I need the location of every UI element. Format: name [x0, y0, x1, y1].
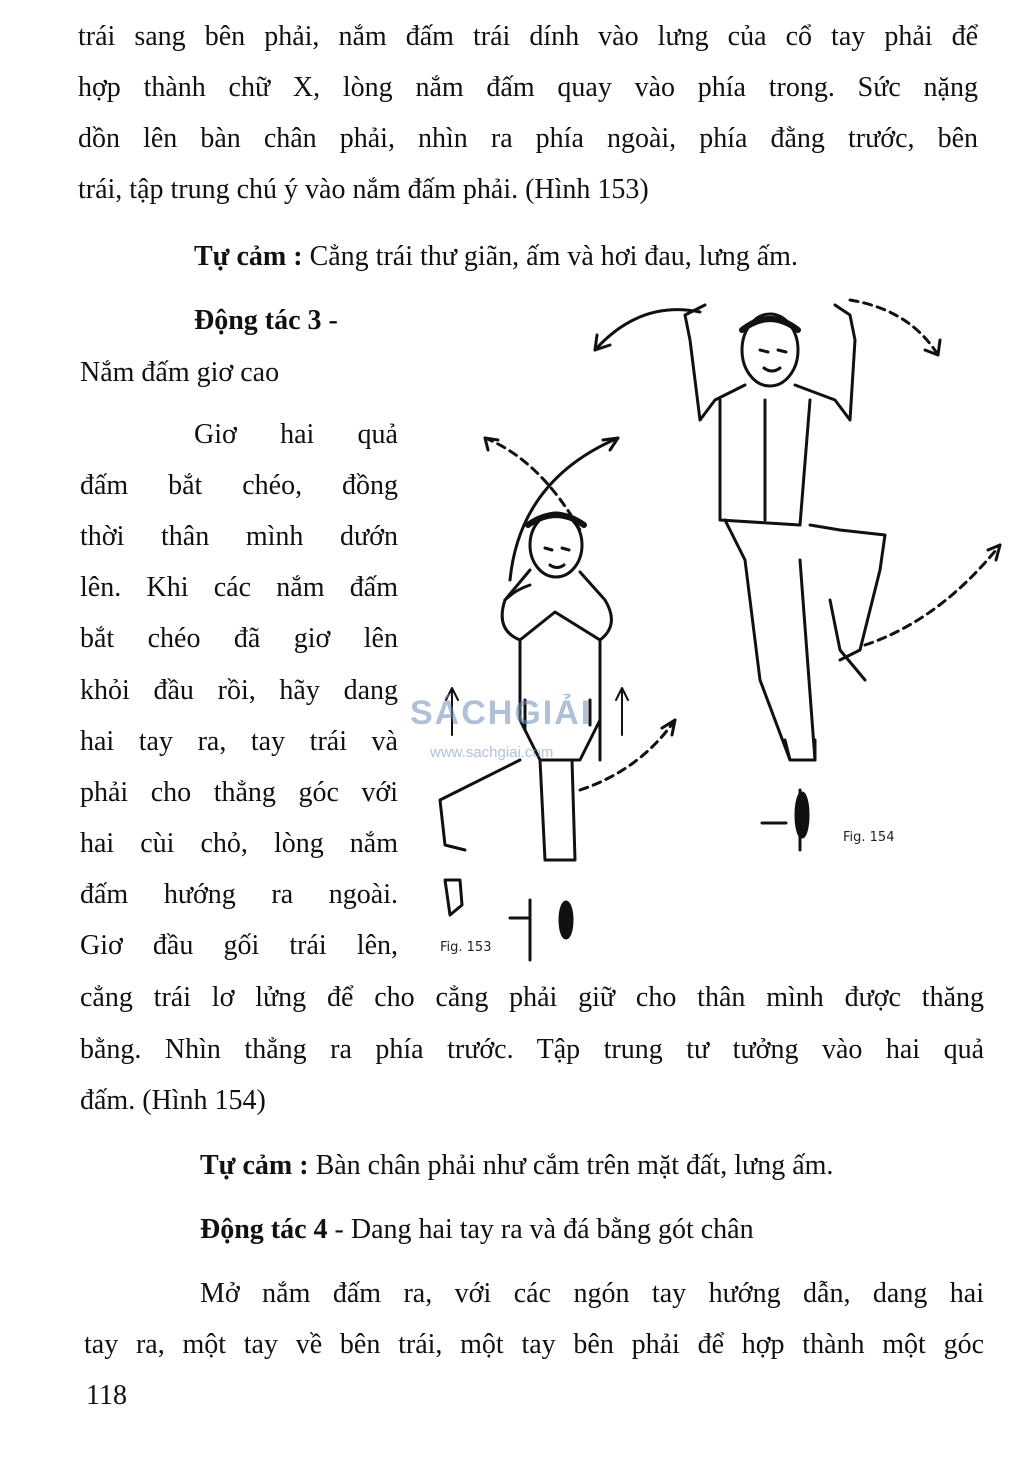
- column-line: hai tay ra, tay trái và: [80, 726, 398, 757]
- column-line: hai cùi chỏ, lòng nắm: [80, 828, 398, 859]
- paragraph-line: bằng. Nhìn thẳng ra phía trước. Tập trung tư tưởng vào hai quả: [80, 1034, 984, 1065]
- figure-154: [685, 305, 885, 760]
- column-line: bắt chéo đã giơ lên: [80, 623, 398, 654]
- section-heading-line: [200, 1213, 754, 1247]
- tu-cam-text: Cẳng trái thư giãn, ấm và hơi đau, lưng ấm.: [309, 241, 798, 272]
- paragraph-line: tay ra, một tay về bên trái, một tay bên phải để hợp thành một góc: [84, 1329, 984, 1360]
- column-line: Giơ đầu gối trái lên,: [80, 930, 398, 961]
- tu-cam-line: [200, 1149, 833, 1183]
- paragraph-line: Mở nắm đấm ra, với các ngón tay hướng dẫn, dang hai: [200, 1278, 984, 1309]
- tu-cam-label: Tự cảm :: [200, 1150, 309, 1181]
- tu-cam-text: Bàn chân phải như cắm trên mặt đất, lưng ấm.: [315, 1150, 834, 1181]
- watermark-brand: SÁCHGIẢI: [410, 694, 593, 732]
- paragraph-line: hợp thành chữ X, lòng nắm đấm quay vào phía trong. Sức nặng: [78, 72, 978, 103]
- section-subtitle: Nắm đấm giơ cao: [80, 357, 280, 388]
- column-line: đấm bắt chéo, đồng: [80, 470, 398, 501]
- page-number: 118: [86, 1380, 127, 1411]
- section-heading: Động tác 4: [200, 1214, 328, 1245]
- figure-153-label: Fig. 153: [440, 940, 492, 955]
- column-line: đấm hướng ra ngoài.: [80, 879, 398, 910]
- paragraph-line: trái, tập trung chú ý vào nắm đấm phải. (Hình 153): [78, 174, 649, 205]
- tu-cam-label: Tự cảm :: [194, 241, 303, 272]
- paragraph-line: cẳng trái lơ lửng để cho cẳng phải giữ cho thân mình được thăng: [80, 982, 984, 1013]
- watermark: [410, 682, 620, 782]
- figure-154-label: Fig. 154: [843, 830, 895, 845]
- section-heading-text: - Dang hai tay ra và đá bằng gót chân: [334, 1214, 754, 1245]
- paragraph-line: đấm. (Hình 154): [80, 1085, 266, 1116]
- watermark-url: www.sachgiai.com: [430, 744, 554, 761]
- column-line: lên. Khi các nắm đấm: [80, 572, 398, 603]
- column-line: phải cho thẳng góc với: [80, 777, 398, 808]
- paragraph-line: dồn lên bàn chân phải, nhìn ra phía ngoài, phía đằng trước, bên: [78, 123, 978, 154]
- foot-markers: [445, 790, 808, 960]
- column-line: khỏi đầu rồi, hãy dang: [80, 675, 398, 706]
- column-line: Giơ hai quả: [194, 419, 398, 450]
- paragraph-line: trái sang bên phải, nắm đấm trái dính vào lưng của cổ tay phải để: [78, 21, 978, 52]
- section-heading: Động tác 3 -: [194, 305, 338, 336]
- column-line: thời thân mình dướn: [80, 521, 398, 552]
